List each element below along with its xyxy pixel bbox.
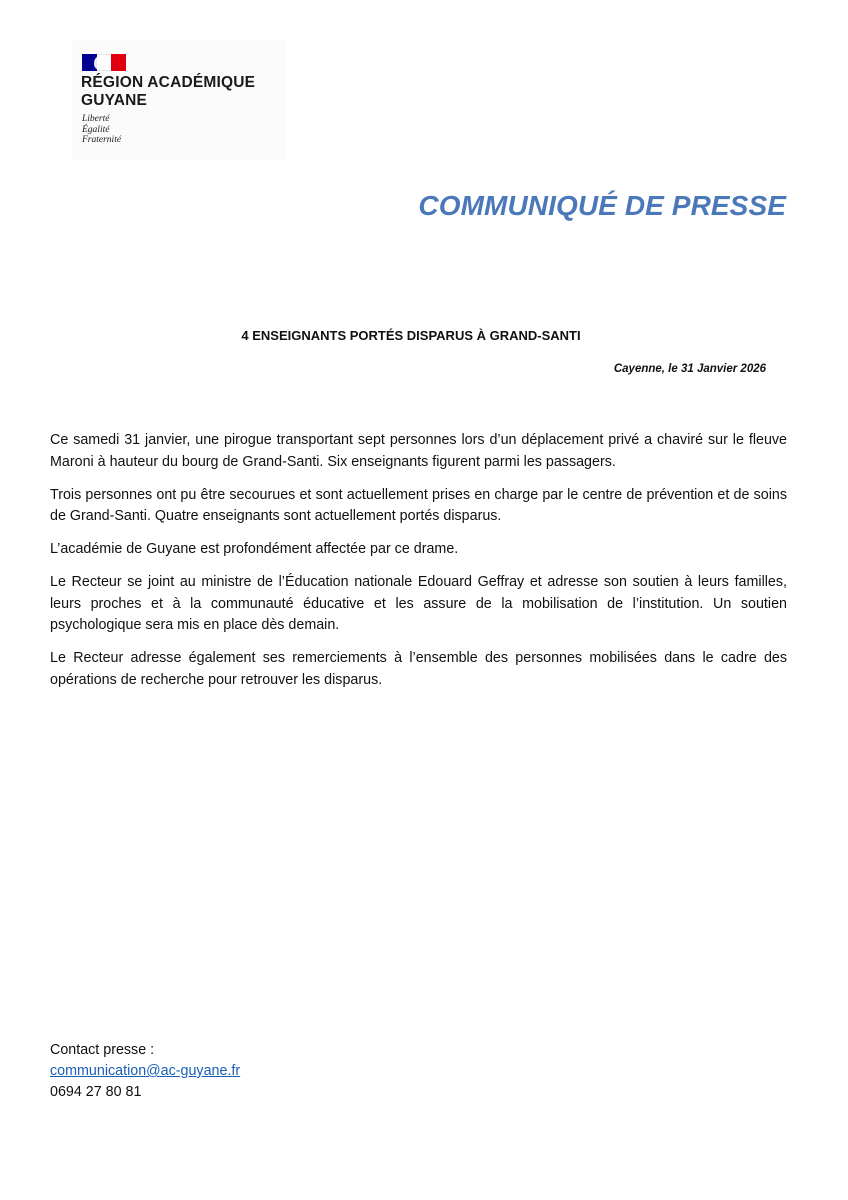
institution-logo [72, 40, 286, 160]
paragraph-1: Ce samedi 31 janvier, une pirogue transportant sept personnes lors d’un déplacement privé a chaviré sur le fleuve Maroni à hauteur du bourg de Grand-Santi. Six enseignants figurent parmi les passagers. [50, 432, 787, 470]
paragraph-4: Le Recteur se joint au ministre de l’Éducation nationale Edouard Geffray et adresse son soutien à leurs familles, leurs proches et à la communauté éducative et les assure de la mobilisation de l’institution. Un soutien psychologique sera mis en place dès demain. [50, 574, 787, 633]
motto-egalite: Égalité [82, 124, 110, 135]
republic-motto [82, 114, 121, 146]
logo-title-line2: GUYANE [81, 92, 148, 109]
paragraph-3: L’académie de Guyane est profondément affectée par ce drame. [50, 541, 459, 557]
logo-title [81, 74, 255, 110]
contact-label: Contact presse : [50, 1042, 155, 1058]
press-contact [50, 1040, 240, 1103]
document-type-title: COMMUNIQUÉ DE PRESSE [418, 190, 786, 221]
paragraph-5: Le Recteur adresse également ses remerciements à l’ensemble des personnes mobilisées dans le cadre des opérations de recherche pour retrouver les disparus. [50, 650, 787, 688]
dateline: Cayenne, le 31 Janvier 2026 [613, 363, 766, 375]
press-headline: 4 ENSEIGNANTS PORTÉS DISPARUS À GRAND-SANTI [241, 328, 581, 343]
motto-fraternite: Fraternité [82, 135, 122, 145]
contact-email-link[interactable]: communication@ac-guyane.fr [50, 1063, 241, 1079]
contact-phone: 0694 27 80 81 [50, 1084, 142, 1100]
flag-red-stripe [111, 54, 126, 71]
logo-title-line1: RÉGION ACADÉMIQUE [81, 74, 256, 91]
motto-liberte: Liberté [82, 114, 110, 124]
paragraph-2: Trois personnes ont pu être secourues et sont actuellement prises en charge par le centre de prévention et de soins de Grand-Santi. Quatre enseignants sont actuellement portés disparus. [50, 486, 787, 524]
press-body [50, 430, 787, 703]
